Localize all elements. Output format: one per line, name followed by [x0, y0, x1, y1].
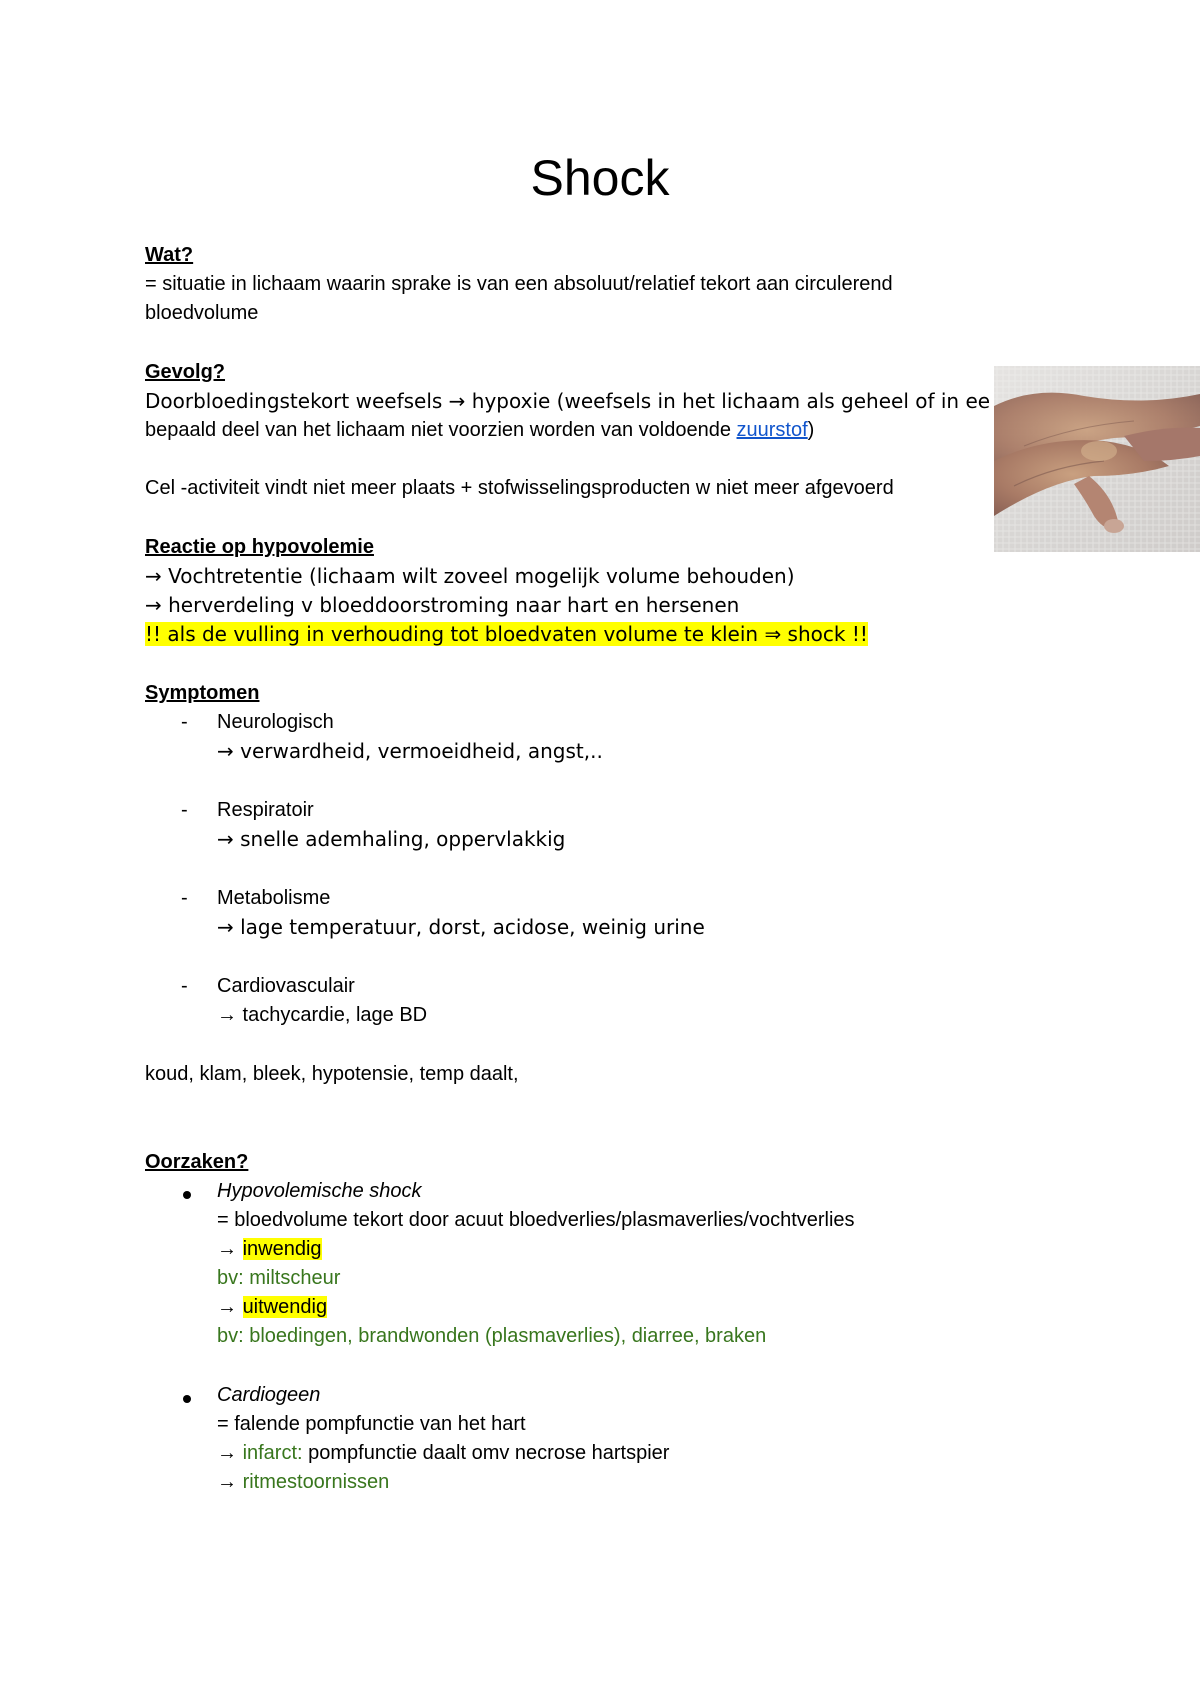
- list-dash: -: [181, 799, 188, 821]
- reactie-warning: [145, 620, 868, 649]
- symptom-label: Cardiovasculair: [217, 975, 355, 997]
- ritme-label: ritmestoornissen: [242, 1471, 390, 1493]
- symptom-label: Metabolisme: [217, 887, 331, 909]
- inwendig-example: bv: miltscheur: [217, 1267, 341, 1289]
- arrow-text: →: [217, 1471, 243, 1493]
- symptom-detail: → snelle ademhaling, oppervlakkig: [217, 827, 566, 851]
- gevolg-line1: Doorbloedingstekort weefsels → hypoxie (weefsels in het lichaam als geheel of in ee: [145, 389, 991, 413]
- cause-definition: = falende pompfunctie van het hart: [217, 1413, 526, 1435]
- cause-inwendig: [217, 1235, 322, 1264]
- cause-uitwendig: [217, 1293, 327, 1322]
- cause-title-hypovolemic: Hypovolemische shock: [217, 1180, 422, 1202]
- zuurstof-link[interactable]: zuurstof: [736, 419, 808, 441]
- gevolg-line2-close: ): [807, 419, 815, 441]
- gevolg-line2-text: bepaald deel van het lichaam niet voorzien worden van voldoende: [145, 419, 737, 441]
- arrow-text: →: [217, 1296, 243, 1318]
- symptomen-summary: koud, klam, bleek, hypotensie, temp daalt,: [145, 1063, 519, 1085]
- cause-ritme: [217, 1468, 389, 1497]
- list-dash: -: [181, 711, 188, 733]
- symptomen-heading: Symptomen: [145, 682, 260, 704]
- page-title: Shock: [530, 150, 670, 206]
- reactie-warning-text: !! als de vulling in verhouding tot bloedvaten volume te klein ⇒ shock !!: [145, 622, 868, 646]
- inwendig-label: inwendig: [242, 1238, 322, 1260]
- cause-definition: = bloedvolume tekort door acuut bloedverlies/plasmaverlies/vochtverlies: [217, 1209, 855, 1231]
- gevolg-heading: Gevolg?: [145, 361, 226, 383]
- gevolg-line3: Cel -activiteit vindt niet meer plaats + stofwisselingsproducten w niet meer afgevoerd: [145, 477, 894, 499]
- list-dash: -: [181, 887, 188, 909]
- oorzaken-heading: Oorzaken?: [145, 1151, 249, 1173]
- reactie-line1: → Vochtretentie (lichaam wilt zoveel mogelijk volume behouden): [145, 564, 795, 588]
- bullet-icon: [183, 1191, 191, 1199]
- arrow-text: →: [217, 1442, 243, 1464]
- cause-title-cardiogenic: Cardiogeen: [217, 1384, 321, 1406]
- symptom-label: Neurologisch: [217, 711, 334, 733]
- wat-heading: Wat?: [145, 244, 194, 266]
- cause-infarct: [217, 1439, 669, 1468]
- arrow-text: →: [217, 1238, 243, 1260]
- symptom-label: Respiratoir: [217, 799, 314, 821]
- reactie-line2: → herverdeling v bloeddoorstroming naar hart en hersenen: [145, 593, 740, 617]
- hand-photo-image: [994, 366, 1200, 552]
- symptom-detail: → lage temperatuur, dorst, acidose, weinig urine: [217, 915, 705, 939]
- bullet-icon: [183, 1395, 191, 1403]
- uitwendig-label: uitwendig: [242, 1296, 328, 1318]
- hand-photo: [994, 366, 1200, 552]
- wat-definition-line2: bloedvolume: [145, 302, 259, 324]
- symptom-detail: → verwardheid, vermoeidheid, angst,..: [217, 739, 603, 763]
- wat-definition-line1: = situatie in lichaam waarin sprake is van een absoluut/relatief tekort aan circulerend: [145, 273, 893, 295]
- list-dash: -: [181, 975, 188, 997]
- infarct-label: infarct:: [242, 1442, 303, 1464]
- uitwendig-example: bv: bloedingen, brandwonden (plasmaverlies), diarree, braken: [217, 1325, 767, 1347]
- gevolg-line2: [145, 416, 814, 445]
- infarct-description: pompfunctie daalt omv necrose hartspier: [302, 1442, 670, 1464]
- symptom-detail: → tachycardie, lage BD: [217, 1004, 428, 1026]
- reactie-heading: Reactie op hypovolemie: [145, 536, 374, 558]
